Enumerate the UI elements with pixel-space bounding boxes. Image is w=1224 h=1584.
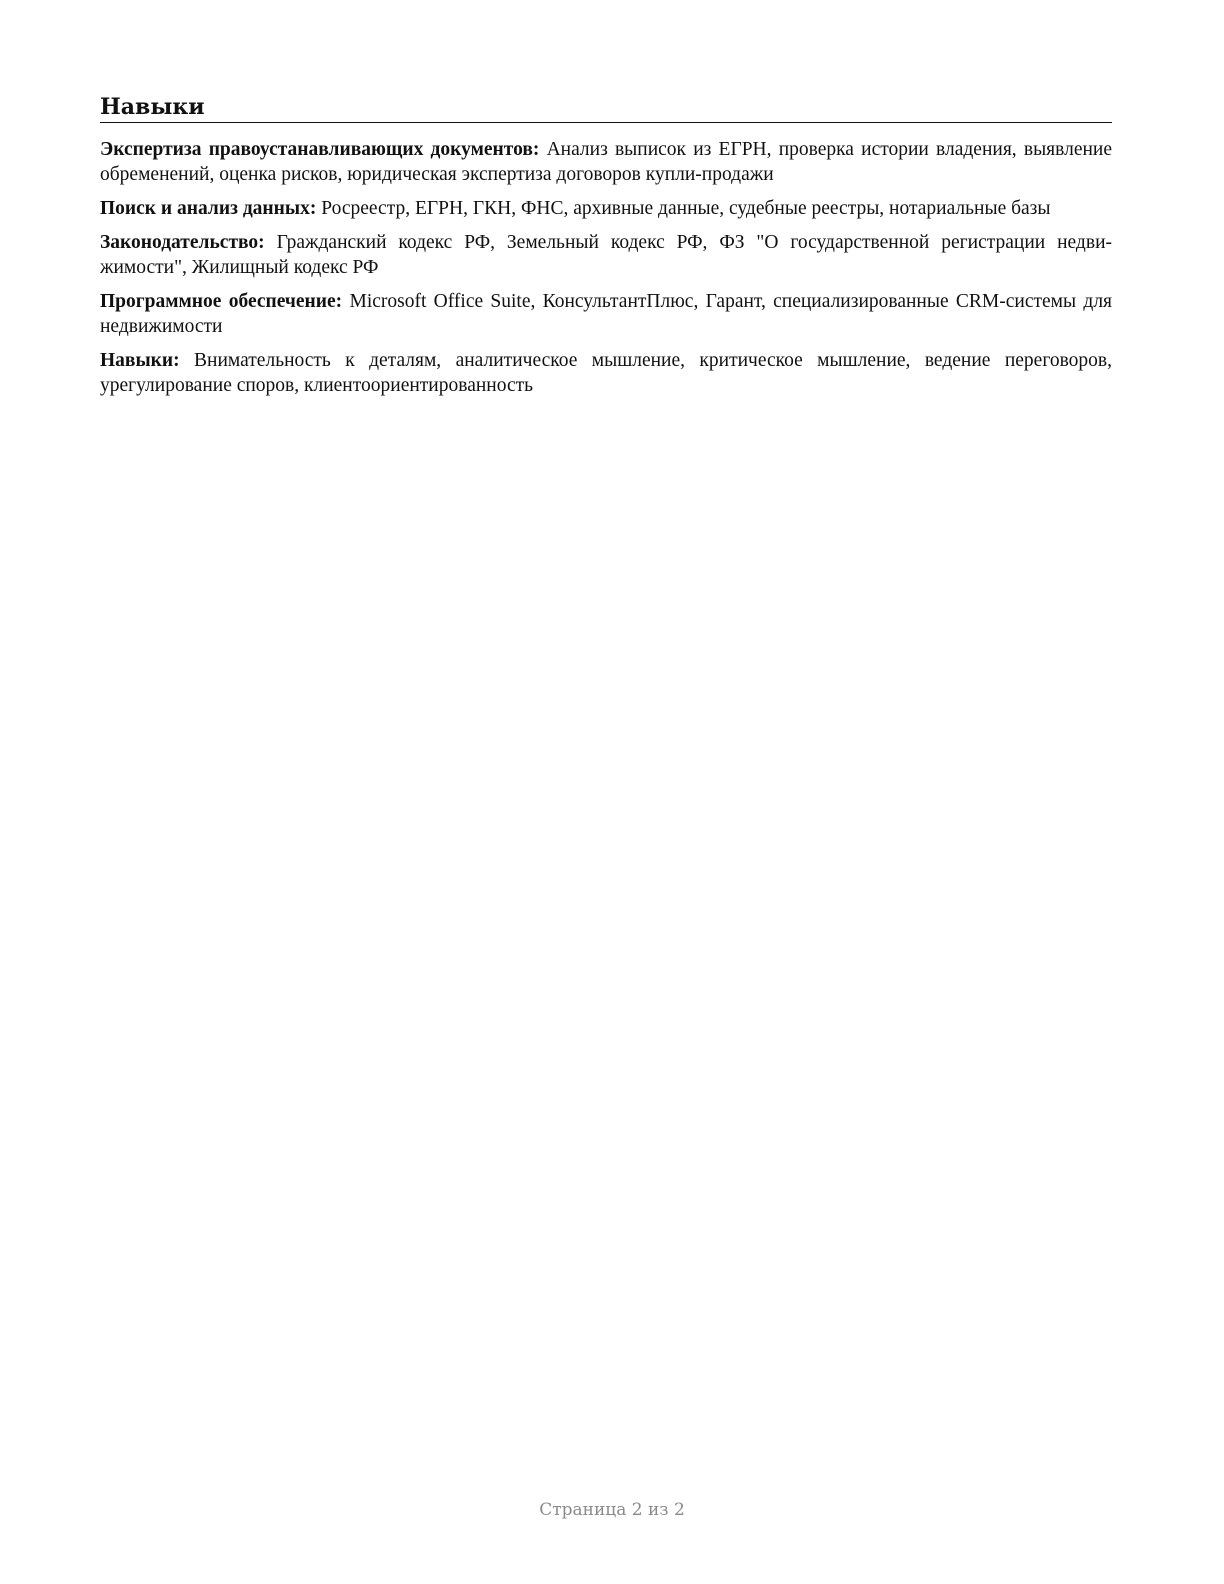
- skill-text: Внимательность к деталям, аналитическое мышление, критическое мышление, ведение переговоров, урегулирование споров, клиентоориентированность: [100, 350, 1112, 396]
- skill-item-soft-skills: [100, 348, 1112, 398]
- skill-item-data-search: [100, 196, 1112, 221]
- skill-text: Гражданский кодекс РФ, Земельный кодекс РФ, ФЗ "О государственной регистрации недвижимости", Жилищный кодекс РФ: [100, 232, 1113, 278]
- document-page: [100, 92, 1112, 407]
- skill-label: Программное обеспечение:: [100, 291, 343, 312]
- skill-item-legislation: [100, 230, 1112, 280]
- skill-item-documents-expertise: [100, 137, 1112, 187]
- skill-label: Законодательство:: [100, 232, 265, 253]
- skills-list: [100, 137, 1112, 398]
- skill-item-software: [100, 289, 1112, 339]
- skill-label: Экспертиза правоустанавливающих документов:: [100, 139, 540, 160]
- skill-text: Росреестр, ЕГРН, ГКН, ФНС, архивные данные, судебные реестры, нотариальные базы: [321, 198, 1051, 219]
- skill-label: Навыки:: [100, 350, 180, 371]
- page-number-footer: Страница 2 из 2: [539, 1500, 685, 1520]
- skill-label: Поиск и анализ данных:: [100, 198, 317, 219]
- skill-text: Анализ выписок из ЕГРН, проверка истории владения, выявление обременений, оценка рисков, юридическая экспертиза договоров купли-продажи: [100, 139, 1112, 185]
- section-title-skills: Навыки: [100, 92, 1112, 123]
- skill-text: Microsoft Office Suite, КонсультантПлюс, Гарант, специализированные CRM-системы для недвижимости: [100, 291, 1113, 337]
